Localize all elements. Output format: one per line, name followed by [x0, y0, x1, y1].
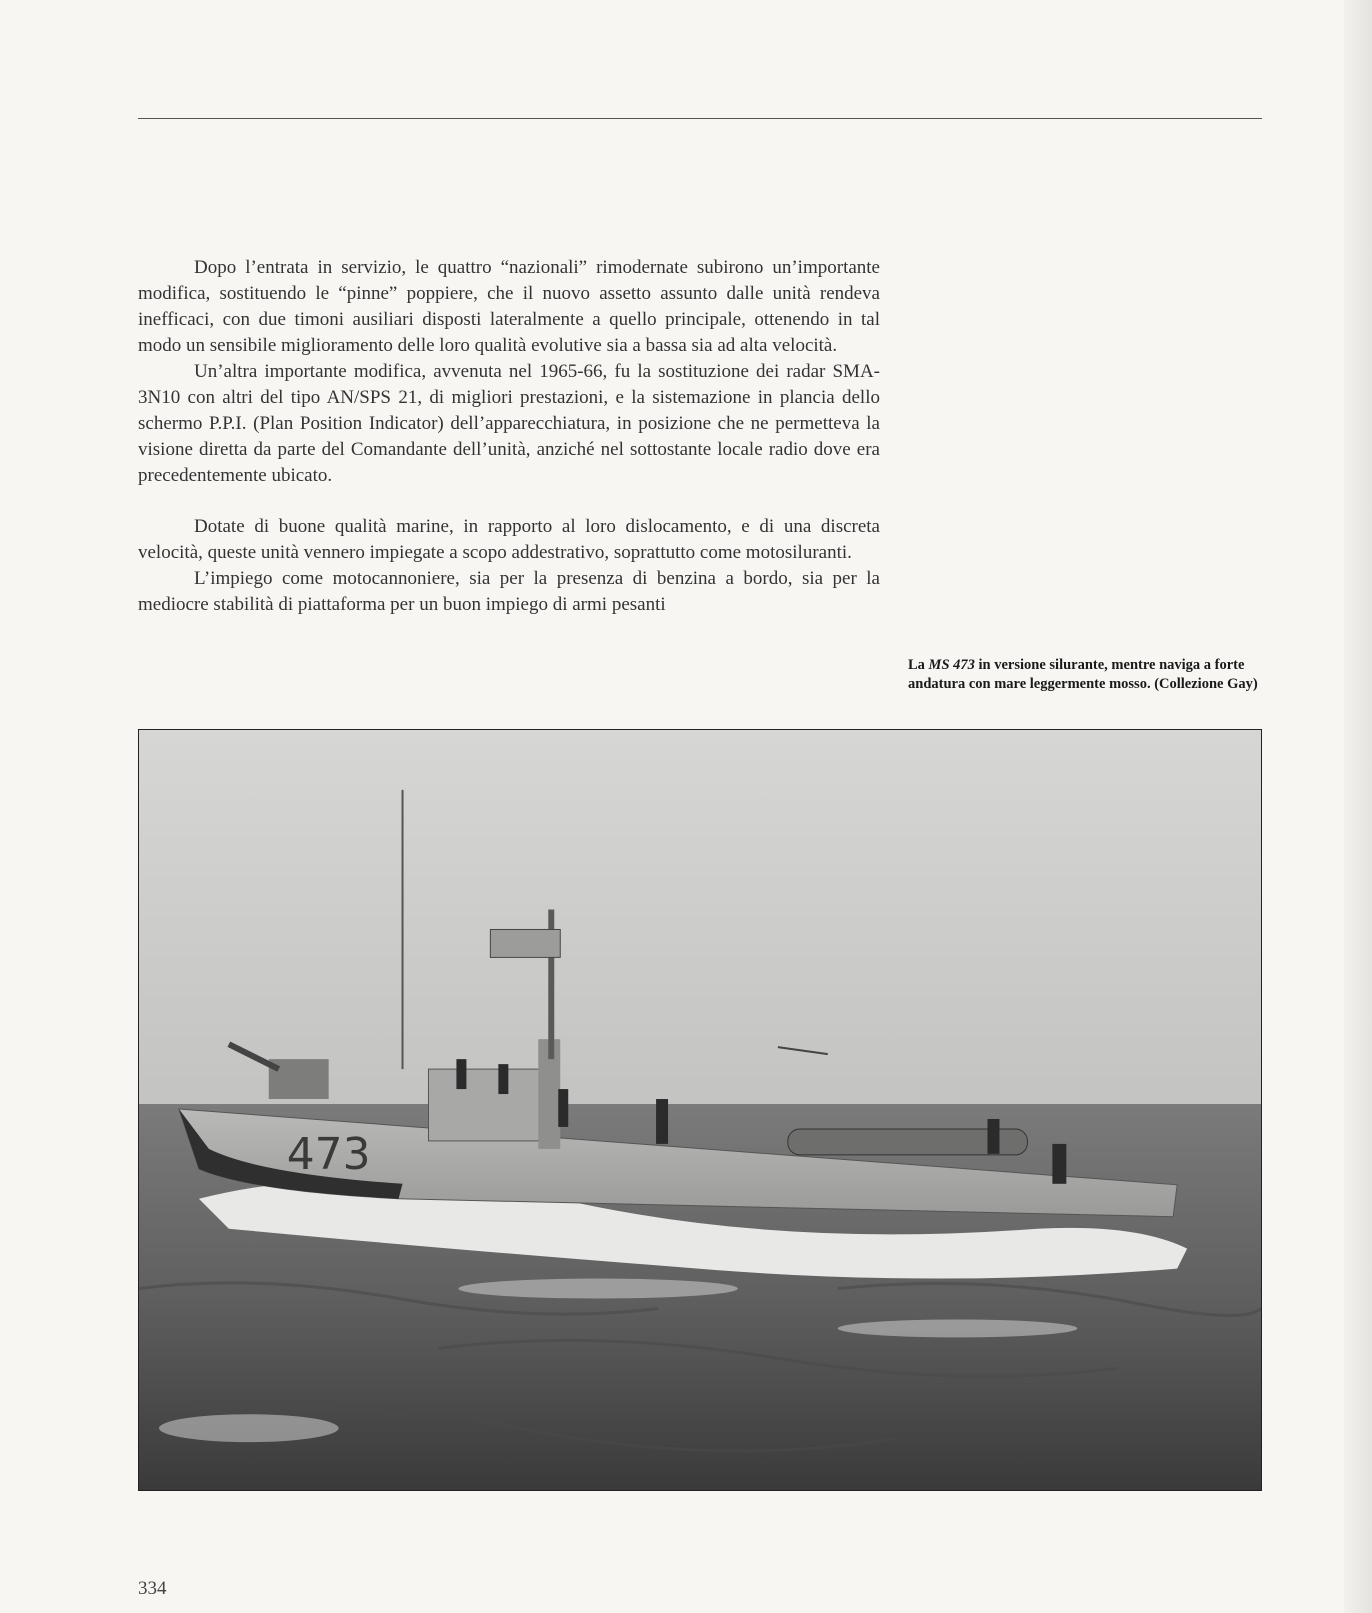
caption-text: in versione silurante, mentre naviga a forte andatura con mare leggermente mosso. (Collezione Gay) [908, 657, 1258, 692]
body-text [138, 255, 880, 618]
paragraph-1: Dopo l’entrata in servizio, le quattro “nazionali” rimodernate subirono un’importante modifica, sostituendo le “pinne” poppiere, che il nuovo assetto assunto dalle unità rendeva inefficaci, con due timoni ausiliari disposti lateralmente a quello principale, ottenendo in tal modo un sensibile miglioramento delle loro qualità evolutive sia a bassa sia ad alta velocità. [138, 257, 880, 356]
page-number: 334 [138, 1578, 167, 1599]
boat-photo-illustration [139, 730, 1261, 1490]
hull-number: 473 [286, 1128, 371, 1180]
paragraph-3: Dotate di buone qualità marine, in rapporto al loro dislocamento, e di una discreta velocità, queste unità vennero impiegate a scopo addestrativo, soprattutto come motosiluranti. [138, 516, 880, 563]
paragraph-4: L’impiego come motocannoniere, sia per la presenza di benzina a bordo, sia per la mediocre stabilità di piattaforma per un buon impiego di armi pesanti [138, 568, 880, 615]
sky [139, 730, 1261, 1109]
photo-caption [908, 656, 1264, 694]
bridge [428, 1069, 548, 1141]
header-rule [138, 118, 1262, 119]
caption-prefix: La [908, 657, 929, 673]
page-edge-shadow [1344, 0, 1372, 1613]
paragraph-2: Un’altra importante modifica, avvenuta nel 1965-66, fu la sostituzione dei radar SMA-3N10 con altri del tipo AN/SPS 21, di migliori prestazioni, e la sistemazione in plancia dello schermo P.P.I. (Plan Position Indicator) dell’apparecchiatura, in posizione che ne permetteva la visione diretta da parte del Comandante dell’unità, anziché nel sottostante locale radio dove era precedentemente ubicato. [138, 361, 880, 486]
caption-ship-name: MS 473 [928, 657, 975, 673]
boat-photo [138, 729, 1262, 1491]
radar-antenna [490, 929, 560, 957]
gun-mount [269, 1059, 329, 1099]
